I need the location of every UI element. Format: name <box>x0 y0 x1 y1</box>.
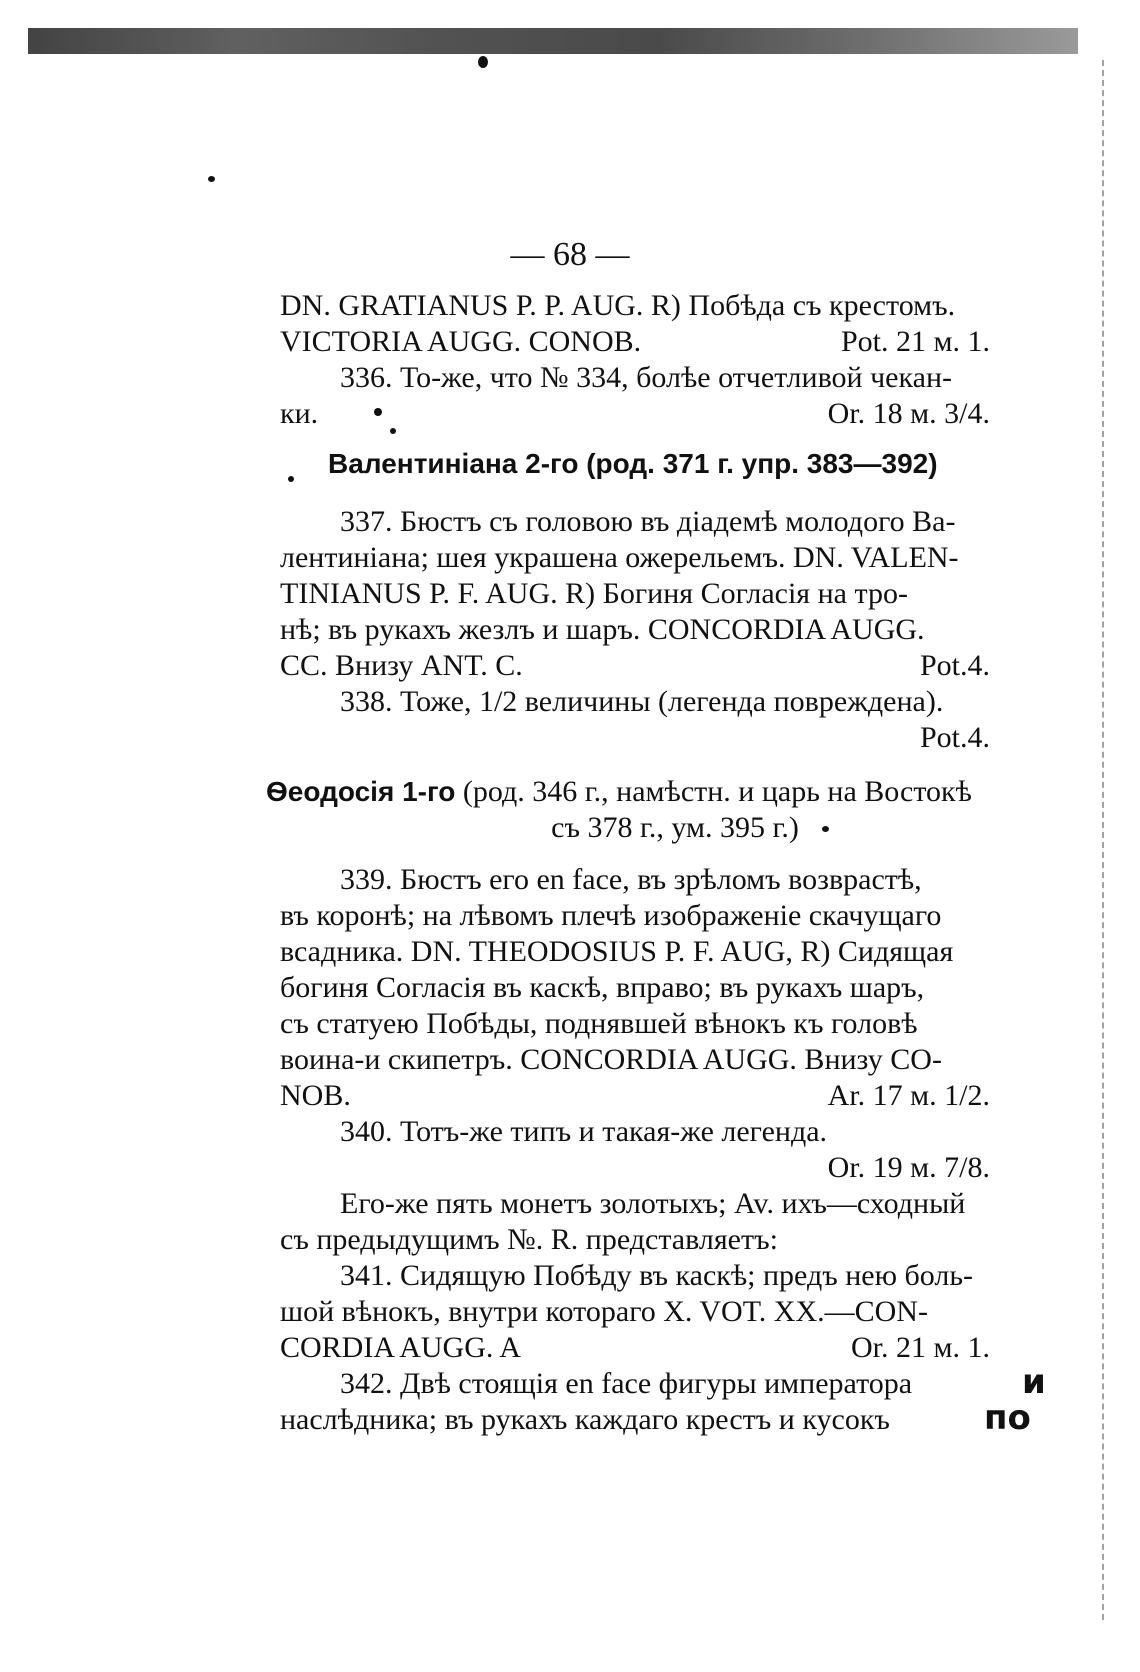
text-line: 342. Двѣ стоящія en face фигуры императора <box>340 1367 913 1400</box>
section-heading: Валентиніана 2-го (род. 371 г. упр. 383—392) <box>328 448 938 479</box>
text-line: VICTORIA AUGG. CONOB. Pot. 21 м. 1. <box>280 325 990 358</box>
text-line: CORDIA AUGG. A Or. 21 м. 1. <box>280 1331 990 1364</box>
text-line: шой вѣнокъ, внутри котораго X. VOT. XX.—CON- <box>280 1295 928 1328</box>
text-line: 338. Тоже, 1/2 величины (легенда повреждена). <box>340 685 944 718</box>
text-line: съ предыдущимъ №. R. представляетъ: <box>280 1223 778 1256</box>
text-line: Or. 19 м. 7/8. <box>827 1151 990 1184</box>
text-line: богиня Согласія въ каскѣ, вправо; въ рукахъ шаръ, <box>280 971 925 1004</box>
cut-off-text-fragment: и <box>1022 1362 1046 1402</box>
text-line: 340. Тотъ-же типъ и такая-же легенда. <box>340 1115 828 1148</box>
text-line: съ статуею Побѣды, поднявшей вѣнокъ къ головѣ <box>280 1007 918 1040</box>
text-line: NOB. Ar. 17 м. 1/2. <box>280 1079 990 1112</box>
text-line: Pot.4. <box>919 721 990 754</box>
text-line: Его-же пять монетъ золотыхъ; Av. ихъ—сходный <box>340 1187 966 1220</box>
cut-off-text-fragment: по <box>984 1398 1031 1438</box>
text-line: 341. Сидящую Побѣду въ каскѣ; предъ нею боль- <box>340 1259 974 1292</box>
text-line: TINIANUS P. F. AUG. R) Богиня Согласія на тро- <box>280 577 908 610</box>
text-line: ки. Or. 18 м. 3/4. <box>280 397 990 430</box>
text-line: CC. Внизу ANT. C. Pot.4. <box>280 649 990 682</box>
ink-spot <box>288 476 294 482</box>
section-heading: Ѳеодосія 1-го (род. 346 г., намѣстн. и царь на Востокѣ <box>266 775 972 808</box>
text-line: воина-и скипетръ. CONCORDIA AUGG. Внизу CO- <box>280 1043 942 1076</box>
text-line: 336. То-же, что № 334, болѣе отчетливой чекан- <box>340 361 952 394</box>
text-line: 339. Бюстъ его en face, въ зрѣломъ возврастѣ, <box>340 863 922 896</box>
ink-spot <box>478 56 488 68</box>
scan-top-edge <box>28 28 1078 54</box>
text-line: всадника. DN. THEODOSIUS P. F. AUG, R) Сидящая <box>280 935 954 968</box>
text-line: нѣ; въ рукахъ жезлъ и шаръ. CONCORDIA AUGG. <box>280 613 925 646</box>
ink-spot <box>208 176 215 182</box>
text-line: въ коронѣ; на лѣвомъ плечѣ изображеніе скачущаго <box>280 899 942 932</box>
text-line: наслѣдника; въ рукахъ каждаго крестъ и кусокъ <box>280 1403 890 1436</box>
section-heading: съ 378 г., ум. 395 г.) <box>551 811 799 844</box>
page-number: — 68 — <box>510 236 630 273</box>
text-line: лентиніана; шея украшена ожерельемъ. DN. VALEN- <box>280 541 959 574</box>
text-line: DN. GRATIANUS P. P. AUG. R) Побѣда съ крестомъ. <box>280 289 956 322</box>
scan-right-edge <box>1102 60 1110 1620</box>
text-line: 337. Бюстъ съ головою въ діадемѣ молодого Ва- <box>340 505 956 538</box>
